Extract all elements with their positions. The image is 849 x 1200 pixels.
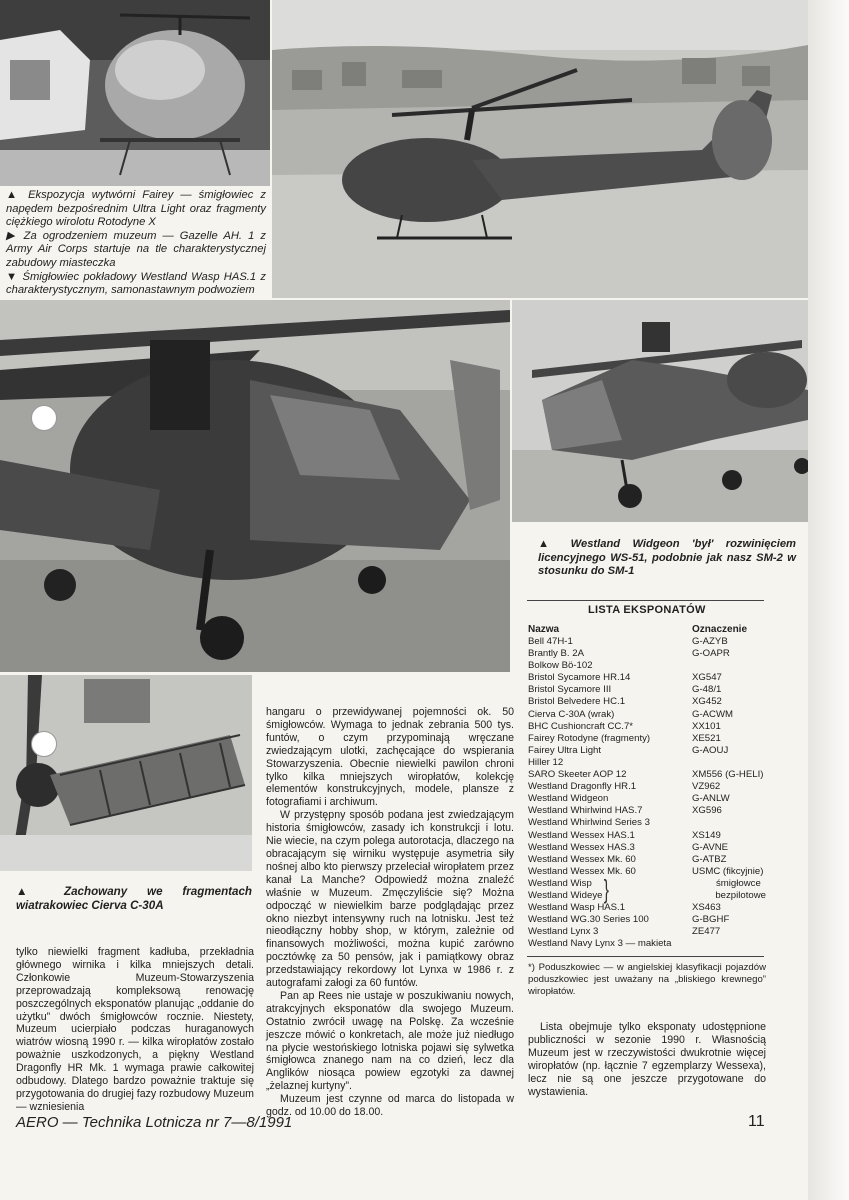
list-row (528, 636, 766, 648)
list-footnote: *) Poduszkowiec — w angielskiej klasyfikacji pojazdów poduszkowiec jest uważany na „bliskiego krewnego” wiropłatów. (528, 962, 766, 997)
list-row (528, 902, 766, 914)
exhibit-name: BHC Cushioncraft CC.7* (528, 720, 634, 732)
gazelle-image (272, 0, 808, 298)
list-row (528, 842, 766, 854)
list-row (528, 866, 766, 878)
exhibit-code: G-AZYB (692, 636, 728, 647)
punch-hole-lower (31, 731, 57, 757)
cierva-image (0, 675, 252, 871)
exhibit-code: G-OAPR (692, 648, 730, 660)
exhibit-list-title: LISTA EKSPONATÓW (588, 604, 706, 616)
exhibit-name: Bristol Sycamore HR.14 (528, 672, 631, 684)
exhibit-code: XS149 (692, 829, 721, 841)
page-edge (808, 0, 849, 1200)
exhibit-name: Cierva C-30A (wrak) (528, 708, 615, 720)
exhibit-name: Westland WG.30 Series 100 (528, 914, 649, 926)
exhibit-code (692, 757, 766, 769)
list-row (528, 648, 766, 660)
list-row (528, 854, 766, 866)
list-row (528, 781, 766, 793)
exhibit-code: G-ANLW (692, 793, 730, 805)
exhibit-code (692, 817, 766, 829)
exhibit-name: Brantly B. 2A (528, 648, 584, 660)
exhibit-code: XX101 (692, 720, 721, 732)
list-bottom-rule (527, 956, 764, 957)
exhibit-name: Fairey Ultra Light (528, 744, 602, 756)
exhibit-name: Westland Wideye (528, 889, 603, 901)
list-row (528, 793, 766, 805)
exhibit-name: Bell 47H-1 (528, 636, 573, 647)
brace-glyph: } (603, 874, 609, 904)
list-row (528, 709, 766, 721)
exhibit-name: Westland Whirlwind HAS.7 (528, 805, 643, 817)
exhibit-name: Westland Wasp HAS.1 (528, 902, 626, 914)
exhibit-code: XG452 (692, 696, 722, 708)
list-row (528, 890, 766, 902)
page-number: 11 (748, 1113, 765, 1130)
exhibit-code: ZE477 (692, 926, 721, 938)
list-row (528, 757, 766, 769)
caption-cierva-text: ▲ Zachowany we fragmentach wiatrakowiec Cierva C-30A (16, 885, 252, 912)
list-row (528, 769, 766, 781)
list-row (528, 914, 766, 926)
list-closing-note: Lista obejmuje tylko eksponaty udostępnione publiczności w sezonie 1990 r. Własnością Muzeum jest w rzeczywistości dwukrotnie więcej wiropłatów (np. łącznie 7 egzemplarzy Wessexa), lecz nie są one jeszcze przygotowane do wystawienia. (528, 1021, 766, 1098)
exhibit-name: Westland Wessex Mk. 60 (528, 865, 636, 877)
exhibit-code: G-ATBZ (692, 853, 727, 865)
list-top-rule (527, 600, 764, 601)
article-text-left (16, 946, 254, 1114)
exhibit-name: Bristol Sycamore III (528, 684, 612, 696)
list-row (528, 805, 766, 817)
exhibit-name: Westland Wisp (528, 877, 592, 889)
caption-widgeon-text: ▲ Westland Widgeon 'był' rozwinięciem licencyjnego WS-51, podobnie jak nasz SM-2 w stosunku do SM-1 (538, 538, 796, 578)
wasp-image (0, 300, 510, 672)
article-paragraph-2: W przystępny sposób podana jest zwiedzającym historia śmigłowców, zasady ich konstrukcji i lotu. Nie wiecie, na czym polega autorotacja, dlaczego na obracającym się wirniku występuje asymetria siły nośnej albo kto pierwszy przeleciał wiropłatem przez kanał La Manche? Odpowiedź można znaleźć właśnie w Muzeum. Zmęczyliście się? Można odpocząć w niewielkim barze podglądając przez okno niezbyt intensywny ruch na lotnisku. Jest też nieodłączny hobby shop, w którym, zależnie od finansowych możliwości, można kupić zarówno pocztówkę za 50 pensów, jak i pamiątkowy obraz przedstawiający rekordowy lot Lynxa w 1986 r. z autografami załogi za 60 funtów. (266, 809, 514, 990)
fairey-exhibit-image (0, 0, 270, 186)
exhibit-name: Bristol Belvedere HC.1 (528, 696, 626, 708)
exhibit-name: Westland Wessex Mk. 60 (528, 853, 636, 865)
exhibit-code (692, 660, 766, 672)
exhibit-name: Bolkow Bö-102 (528, 660, 593, 672)
article-paragraph-3: Pan ap Rees nie ustaje w poszukiwaniu nowych, atrakcyjnych eksponatów dla swojego Muzeum. Ostatnio zwrócił uwagę na Polskę. Za wcześnie jeszcze mówić o konkretach, ale może już niedługo na płycie westońskiego lotniska pojawi się sylwetka śmigłowca znanego nam na co dzień, lecz dla Anglików niosąca powiew egzotyki za dawnej „żelaznej kurtyny”. (266, 989, 514, 1093)
exhibit-name: Westland Wessex HAS.1 (528, 829, 635, 841)
caption-cierva (16, 885, 252, 913)
photo-fairey-exhibit (0, 0, 270, 186)
exhibit-list (528, 636, 766, 950)
list-row (528, 926, 766, 938)
exhibit-code: XG596 (692, 805, 722, 817)
article-paragraph-4: Muzeum jest czynne od marca do listopada w godz. od 10.00 do 18.00. (266, 1093, 514, 1119)
list-row (528, 830, 766, 842)
exhibit-name: Hiller 12 (528, 756, 564, 768)
caption-gazelle: ▶ Za ogrodzeniem muzeum — Gazelle AH. 1 z Army Air Corps startuje na tle charakterystycznej zabudowy miasteczka (6, 229, 266, 269)
caption-wasp: ▼ Śmigłowiec pokładowy Westland Wasp HAS.1 z charakterystycznym, samonastawnym podwoziem (6, 270, 266, 297)
article-paragraph-1: hangaru o przewidywanej pojemności ok. 50 śmigłowców. Wymaga to jednak zebrania 500 tys. funtów, o czym przypominają wręczane zwiedzającym ulotki, zachęcające do wspierania Stowarzyszenia. Obecnie niewielki pawilon chroni tylko kilka mniejszych wiropłatów, kolekcję elementów konstrukcyjnych, modele, plansze z fotografiami i archiwum. (266, 706, 514, 809)
exhibit-code: XG547 (692, 672, 722, 684)
list-row (528, 721, 766, 733)
exhibit-code: XS463 (692, 902, 721, 914)
exhibit-code: USMC (fikcyjnie) (692, 865, 764, 877)
exhibit-name: Westland Dragonfly HR.1 (528, 781, 637, 793)
exhibit-code: bezpilotowe (715, 889, 766, 901)
list-row (528, 672, 766, 684)
list-row (528, 660, 766, 672)
exhibit-name: SARO Skeeter AOP 12 (528, 769, 627, 781)
exhibit-code: G-AOUJ (692, 744, 729, 756)
photo-widgeon (512, 300, 808, 522)
exhibit-name: Westland Wessex HAS.3 (528, 841, 635, 853)
exhibit-code: VZ962 (692, 781, 721, 793)
exhibit-code (671, 938, 766, 950)
exhibit-code: G-ACWM (692, 708, 734, 720)
exhibit-code: XE521 (692, 732, 721, 744)
photo-gazelle (272, 0, 808, 298)
exhibit-code: G-48/1 (692, 684, 722, 696)
list-row (528, 745, 766, 757)
exhibit-name: Westland Navy Lynx 3 — makieta (528, 938, 672, 950)
exhibit-code: G-AVNE (692, 841, 729, 853)
list-row (528, 696, 766, 708)
photo-cierva (0, 675, 252, 871)
exhibit-name: Westland Widgeon (528, 793, 609, 805)
widgeon-image (512, 300, 808, 522)
list-header-code: Oznaczenie (692, 624, 748, 635)
list-header-name: Nazwa (528, 624, 560, 635)
photo-wasp (0, 300, 510, 672)
list-row (528, 817, 766, 829)
exhibit-code: G-BGHF (692, 914, 730, 926)
exhibit-name: Westland Whirlwind Series 3 (528, 817, 650, 829)
caption-top-photos (6, 189, 266, 298)
list-row (528, 684, 766, 696)
article-paragraph-left: tylko niewielki fragment kadłuba, przekładnia głównego wirnika i kilka mniejszych detali. Członkowie Muzeum-Stowarzyszenia przeprowadzają kompleksową renowację poszczególnych eksponatów planując „oddanie do użytku” dwóch śmigłowców rocznie. Niestety, Muzeum ucierpiało podczas huraganowych wiatrów wiosną 1990 r. — kilka wiropłatów zostało poważnie uszkodzonych, a piękny Westland Dragonfly HR Mk. 1 wymaga prawie całkowitej odbudowy. Dlatego bardzo poważnie traktuje się przygotowania do drugiej fazy rozbudowy Muzeum — wzniesienia (16, 946, 254, 1113)
exhibit-code: XM556 (G-HELI) (692, 769, 764, 781)
exhibit-name: Westland Lynx 3 (528, 926, 599, 938)
caption-widgeon (538, 538, 796, 579)
punch-hole-upper (31, 405, 57, 431)
exhibit-name: Fairey Rotodyne (fragmenty) (528, 732, 651, 744)
caption-fairey: ▲ Ekspozycja wytwórni Fairey — śmigłowiec z napędem bezpośrednim Ultra Light oraz fragmenty ciężkiego wirolotu Rotodyne X (6, 189, 266, 229)
list-row (528, 733, 766, 745)
article-text-middle (266, 706, 514, 1119)
list-row (528, 938, 766, 950)
list-row (528, 878, 766, 890)
exhibit-code: śmigłowce (716, 877, 761, 889)
journal-footer: AERO — Technika Lotnicza nr 7—8/1991 (16, 1114, 293, 1131)
